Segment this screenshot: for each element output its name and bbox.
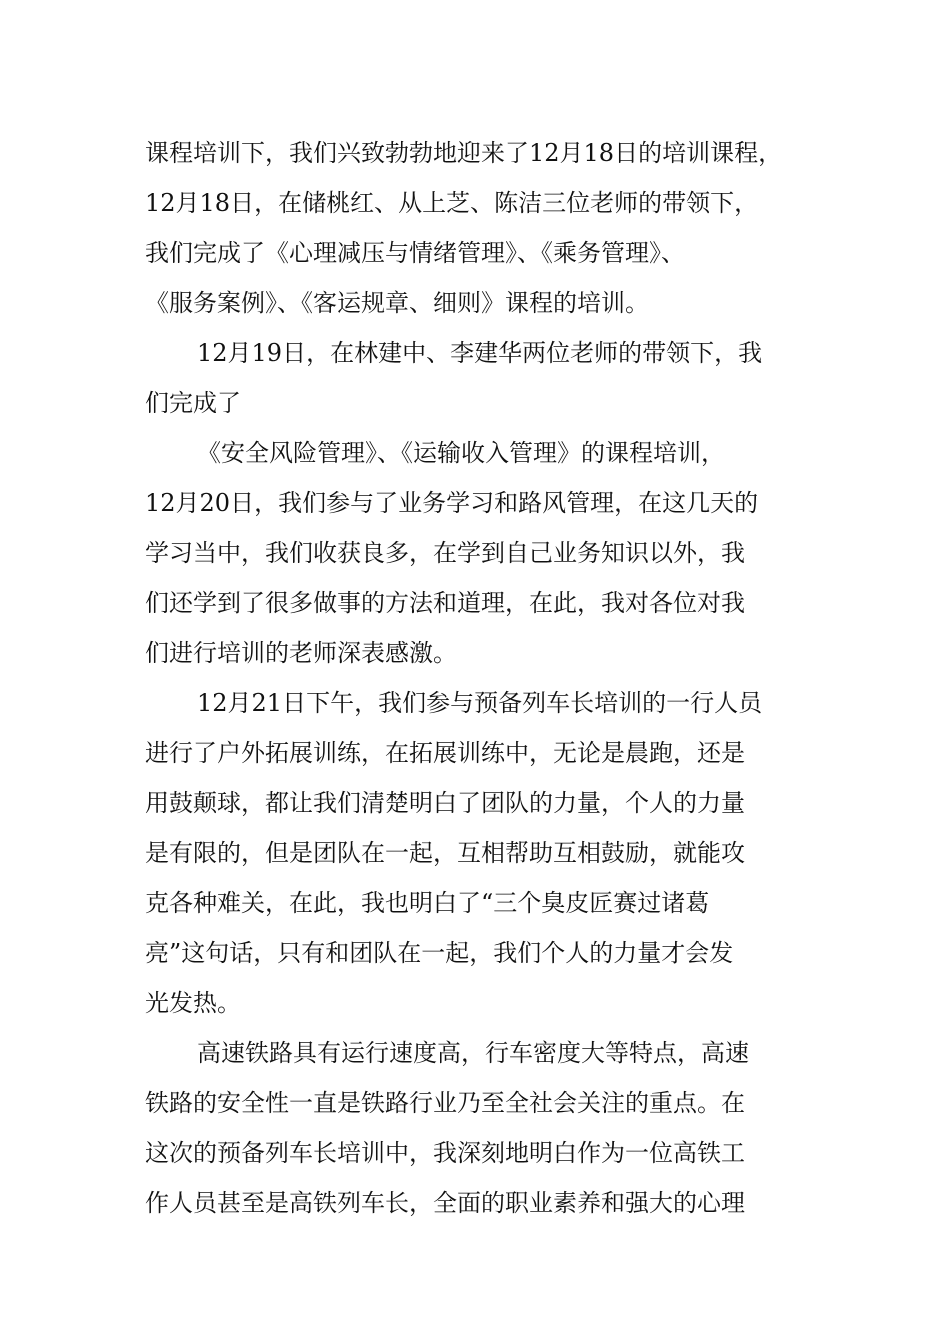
- text-line: 进行了户外拓展训练，在拓展训练中，无论是晨跑，还是: [145, 739, 745, 767]
- text-line: 光发热。: [145, 989, 241, 1017]
- text-line: 12月18日，在储桃红、从上芝、陈洁三位老师的带领下，: [145, 189, 759, 217]
- document-body: [145, 128, 835, 1228]
- text-line: 们完成了: [145, 389, 241, 417]
- text-line: 作人员甚至是高铁列车长，全面的职业素养和强大的心理: [145, 1189, 745, 1217]
- text-line: 《服务案例》、《客运规章、细则》课程的培训。: [145, 289, 649, 317]
- text-line: 铁路的安全性一直是铁路行业乃至全社会关注的重点。在: [145, 1089, 745, 1117]
- text-line: 我们完成了《心理减压与情绪管理》、《乘务管理》、: [145, 239, 685, 267]
- paragraph-first-line: 12月21日下午，我们参与预备列车长培训的一行人员: [197, 689, 763, 717]
- paragraph-first-line: 12月19日，在林建中、李建华两位老师的带领下，我: [197, 339, 763, 367]
- paragraph-first-line: 《安全风险管理》、《运输收入管理》的课程培训，: [197, 439, 725, 467]
- paragraph-first-line: 高速铁路具有运行速度高，行车密度大等特点，高速: [197, 1039, 749, 1067]
- text-line: 学习当中，我们收获良多，在学到自己业务知识以外，我: [145, 539, 745, 567]
- text-line: 12月20日，我们参与了业务学习和路风管理，在这几天的: [145, 489, 759, 517]
- text-line: 克各种难关，在此，我也明白了“三个臭皮匠赛过诸葛: [145, 889, 710, 917]
- text-line: 用鼓颠球，都让我们清楚明白了团队的力量，个人的力量: [145, 789, 745, 817]
- text-line: 是有限的，但是团队在一起，互相帮助互相鼓励，就能攻: [145, 839, 745, 867]
- text-line: 亮”这句话，只有和团队在一起，我们个人的力量才会发: [145, 939, 734, 967]
- text-line: 这次的预备列车长培训中，我深刻地明白作为一位高铁工: [145, 1139, 745, 1167]
- text-line: 们进行培训的老师深表感激。: [145, 639, 457, 667]
- text-line: 课程培训下，我们兴致勃勃地迎来了12月18日的培训课程，: [145, 139, 783, 167]
- text-line: 们还学到了很多做事的方法和道理，在此，我对各位对我: [145, 589, 745, 617]
